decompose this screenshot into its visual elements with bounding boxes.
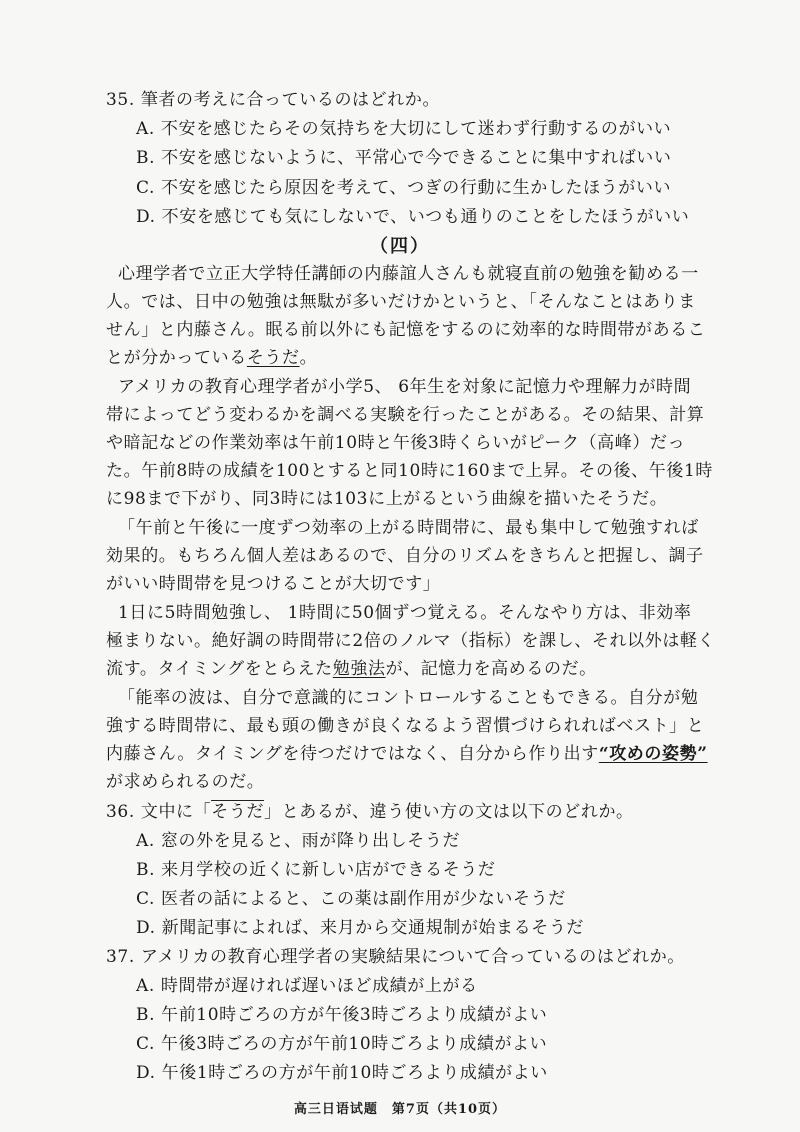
q37-option-d: D. 午後1時ごろの方が午前10時ごろより成績がよい xyxy=(136,1063,548,1083)
q36-option-d: D. 新聞記事によれば、来月から交通規制が始まるそうだ xyxy=(136,918,585,938)
q35-option-d: D. 不安を感じても気にしないで、いつも通りのことをしたほうがいい xyxy=(136,207,690,227)
passage-line xyxy=(106,657,597,681)
q36-stem-text: 36. 文中に「 xyxy=(106,802,212,822)
section-title: （四） xyxy=(370,236,430,257)
passage-line: 「午前と午後に一度ずつ効率の上がる時間帯に、最も集中して勉強すれば xyxy=(118,518,699,538)
passage-line: 極まりない。絶好調の時間帯に2倍のノルマ（指标）を課し、それ以外は軽く xyxy=(106,631,716,651)
q36-option-a: A. 窓の外を見ると、雨が降り出しそうだ xyxy=(136,831,461,851)
q37-option-c: C. 午後3時ごろの方が午前10時ごろより成績がよい xyxy=(136,1034,548,1054)
q37-stem: 37. アメリカの教育心理学者の実験結果について合っているのはどれか。 xyxy=(106,947,685,967)
passage-line: 人。では、日中の勉強は無駄が多いだけかというと、「そんなことはありま xyxy=(106,292,696,312)
passage-line: が求められるのだ。 xyxy=(106,772,265,792)
passage-line: 1日に5時間勉強し、 1時間に50個ずつ覚える。そんなやり方は、非効率 xyxy=(118,603,692,623)
passage-line: た。午前8時の成績を100とすると同10時に160まで上昇。その後、午後1時 xyxy=(106,461,713,481)
q36-option-b: B. 来月学校の近くに新しい店ができるそうだ xyxy=(136,860,496,880)
q35-option-b: B. 不安を感じないように、平常心で今できることに集中すればいい xyxy=(136,148,672,168)
passage-line: 効果的。もちろん個人差はあるので、自分のリズムをきちんと把握し、調子 xyxy=(106,546,704,566)
underlined-study-method: 勉強法 xyxy=(332,659,386,679)
passage-line xyxy=(106,742,708,766)
passage-line: や暗記などの作業効率は午前10時と午後3時くらいがピーク（高峰）だっ xyxy=(106,433,686,453)
passage-text: が、記憶力を高めるのだ。 xyxy=(385,659,597,679)
passage-line: に98まで下がり、同3時には103に上がるという曲線を描いたそうだ。 xyxy=(106,489,668,509)
q35-stem: 35. 筆者の考えに合っているのはどれか。 xyxy=(106,90,441,110)
passage-line: がいい時間帯を見つけることが大切です」 xyxy=(106,574,441,594)
passage-text: 流す。タイミングをとらえた xyxy=(106,659,333,679)
q35-option-a: A. 不安を感じたらその気持ちを大切にして迷わず行動するのがいい xyxy=(136,119,672,139)
passage-line: せん」と内藤さん。眠る前以外にも記憶をするのに効率的な時間帯があるこ xyxy=(106,320,706,340)
passage-line: 心理学者で立正大学特任講師の内藤誼人さんも就寝直前の勉強を勧める一 xyxy=(118,264,699,284)
passage-line: 「能率の波は、自分で意識的にコントロールすることもできる。自分が勉 xyxy=(118,688,699,708)
passage-text: 。 xyxy=(299,348,318,368)
page-footer: 高三日语试题 第7页（共10页） xyxy=(293,1102,507,1117)
passage-text: 内藤さん。タイミングを待つだけではなく、自分から作り出す xyxy=(106,744,599,764)
passage-line: 強する時間帯に、最も頭の働きが良くなるよう習慣づけられればベスト」と xyxy=(106,716,705,736)
underlined-sou-da: そうだ xyxy=(246,348,300,368)
q37-option-a: A. 時間帯が遅ければ遅いほど成績が上がる xyxy=(136,976,478,996)
q36-boxed-word: そうだ xyxy=(211,802,265,822)
q37-option-b: B. 午前10時ごろの方が午後3時ごろより成績がよい xyxy=(136,1005,548,1025)
q35-option-c: C. 不安を感じたら原因を考えて、つぎの行動に生かしたほうがいい xyxy=(136,178,672,198)
q36-stem xyxy=(106,800,634,824)
passage-line xyxy=(106,346,317,370)
passage-line: アメリカの教育心理学者が小学5、 6年生を対象に記憶力や理解力が時間 xyxy=(118,377,692,397)
passage-line: 帯によってどう変わるかを調べる実験を行ったことがある。その結果、計算 xyxy=(106,405,705,425)
passage-text: とが分かっている xyxy=(106,348,247,368)
q36-option-c: C. 医者の話によると、この薬は副作用が少ないそうだ xyxy=(136,889,566,909)
q36-stem-text: 」とあるが、違う使い方の文は以下のどれか。 xyxy=(264,802,634,822)
underlined-offensive-stance: “攻めの姿勢” xyxy=(598,744,708,764)
